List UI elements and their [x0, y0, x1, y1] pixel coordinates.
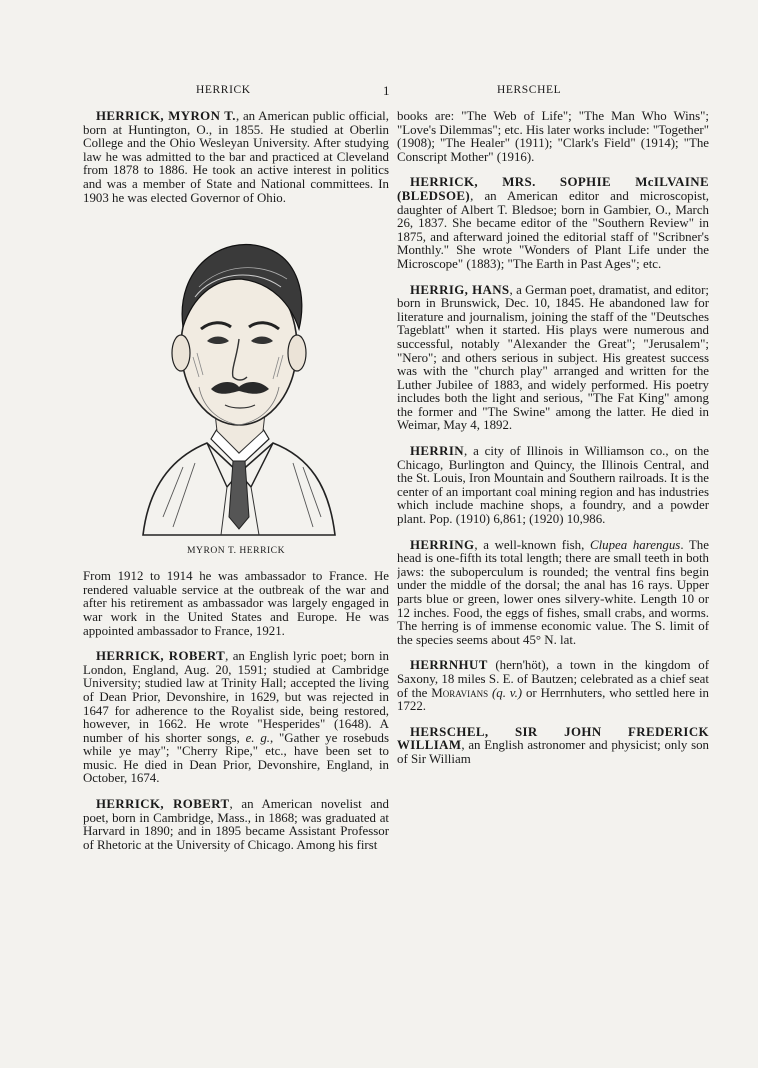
qv-abbrev: (q. v.) — [488, 685, 523, 700]
header-left-guideword: HERRICK — [196, 84, 251, 96]
header-right-guideword: HERSCHEL — [497, 84, 562, 96]
headword: HERRICK, ROBERT — [96, 649, 226, 664]
right-column — [397, 110, 709, 1040]
entry-herrick-robert-poet — [83, 650, 389, 786]
entry-herrick-myron-continued: From 1912 to 1914 he was ambassador to France. He rendered valuable service at the outbreak of the war and after his retirement as ambassador was largely engaged in war work in the United States and Europe. He was appointed ambassador to France, 1921. — [83, 569, 389, 638]
entry-herrick-myron — [83, 110, 389, 205]
entry-herschel-john — [397, 726, 709, 767]
entry-text: , an American editor and microscopist, daughter of Albert T. Bledsoe; born in Gambier, O., March 26, 1837. She became editor of the "Southern Review" in 1875, and afterward joined the editorial staff of "Scribner's Monthly." She wrote "Wonders of Plant Life under the Microscope" (1883); "The Earth in Past Ages"; etc. — [397, 188, 709, 271]
portrait-engraving-image — [103, 217, 369, 537]
italic-abbrev: e. g. — [245, 730, 270, 745]
headword: HERRIN — [410, 444, 464, 459]
entry-text: , an American novelist and poet, born in Cambridge, Mass., in 1868; was graduated at Harvard in 1890; and in 1895 became Assistant Professor of Rhetoric at the University of Chicago. Among his first — [83, 797, 389, 852]
species-name: Clupea harengus — [589, 537, 681, 552]
entry-text: , a city of Illinois in Williamson co., on the Chicago, Burlington and Quincy, the Illinois Central, and the St. Louis, Iron Mountain and Southern railroads. It is the center of an important coal mining region and has industries which include machine shops, a foundry, and a powder plant. Pop. (1910) 6,861; (1920) 10,986. — [397, 444, 709, 527]
page-number: 1 — [383, 83, 391, 98]
entry-text: , an English astronomer and physicist; only son of Sir William — [397, 738, 709, 766]
headword: HERRIG, HANS — [410, 282, 510, 297]
entry-text: or Herrnhuters, who settled here in 1722. — [397, 685, 709, 714]
entry-text: , a town in the kingdom of Saxony, 18 miles S. E. of Bautzen; celebrated as a chief seat of the — [397, 658, 709, 700]
entry-herrin — [397, 445, 709, 527]
headword: HERRICK, ROBERT — [96, 797, 230, 812]
cross-reference: Moravians — [431, 685, 489, 700]
headword: HERRING — [410, 537, 475, 552]
entry-herring — [397, 539, 709, 648]
entry-text: , an English lyric poet; born in London, England, Aug. 20, 1591; studied at Cambridge University; studied law at Trinity Hall; accepted the living of Dean Prior, Devonshire, in 1629, but was rejected in 1647 for adherence to the Royalist side, being restored, however, in 1662. He wrote "Hesperides" (1648). A number of his shorter songs, — [83, 649, 389, 745]
headword: HERRICK, MYRON T. — [96, 110, 236, 123]
entry-herrick-robert-continued: books are: "The Web of Life"; "The Man Who Wins"; "Love's Dilemmas"; etc. His later works include: "Together" (1908); "The Healer" (1911); "Clark's Field" (1914); "The Conscript Mother" (1916). — [397, 110, 709, 164]
entry-herrnhut — [397, 659, 709, 713]
entry-text: , "Gather ye rosebuds while ye may"; "Cherry Ripe," etc., have been set to music. He died in Dean Prior, Devonshire, England, in October, 1674. — [83, 730, 389, 786]
left-column — [83, 110, 389, 1040]
portrait-illustration — [83, 217, 389, 537]
headword: HERSCHEL, SIR JOHN FREDERICK WILLIAM — [397, 724, 709, 753]
pronunciation: (hern'höt) — [487, 658, 546, 673]
entry-herrig-hans — [397, 284, 709, 434]
entry-text: , a German poet, dramatist, and editor; born in Brunswick, Dec. 10, 1845. He abandoned law for literature and journalism, joining the staff of the "Deutsches Tageblatt" when it started. His plays were numerous and successful, notably "Alexander the Great"; "Jerusalem"; "Nero"; and others serious in subject. His greatest success was with the "church play" arranged and written for the Luther Jubilee of 1883, and widely performed. His poetry includes both the light and serious, "The Fat King" among the former and "The Swine" among the latter. He died in Weimar, May 4, 1892. — [397, 282, 709, 433]
running-header — [0, 84, 758, 100]
entry-text: , a well-known fish, — [474, 537, 590, 552]
headword: HERRICK, MRS. SOPHIE McILVAINE (BLEDSOE) — [397, 175, 709, 203]
entry-text: . The head is one-fifth its total length; there are small teeth in both jaws: the suboperculum is rounded; the ventral fins begin under the middle of the dorsal; the anal has 16 rays. Upper parts blue or green, lower ones silvery-white. Length 10 or 12 inches. Food, the eggs of fishes, small crabs, and worms. The herring is of immense economic value. The S. limit of the species seems about 45° N. lat. — [397, 537, 709, 647]
headword: HERRNHUT — [410, 658, 488, 673]
entry-herrick-sophie — [397, 176, 709, 271]
entry-text: , an American public official, born at Huntington, O., in 1855. He studied at Oberlin College and the Ohio Wesleyan University. After studying law he was admitted to the bar and practiced at Cleveland from 1878 to 1886. He took an active interest in politics and was a member of State and National committees. In 1903 he was elected Governor of Ohio. — [83, 110, 389, 205]
portrait-caption: MYRON T. HERRICK — [187, 545, 285, 557]
entry-herrick-robert-novelist — [83, 798, 389, 852]
